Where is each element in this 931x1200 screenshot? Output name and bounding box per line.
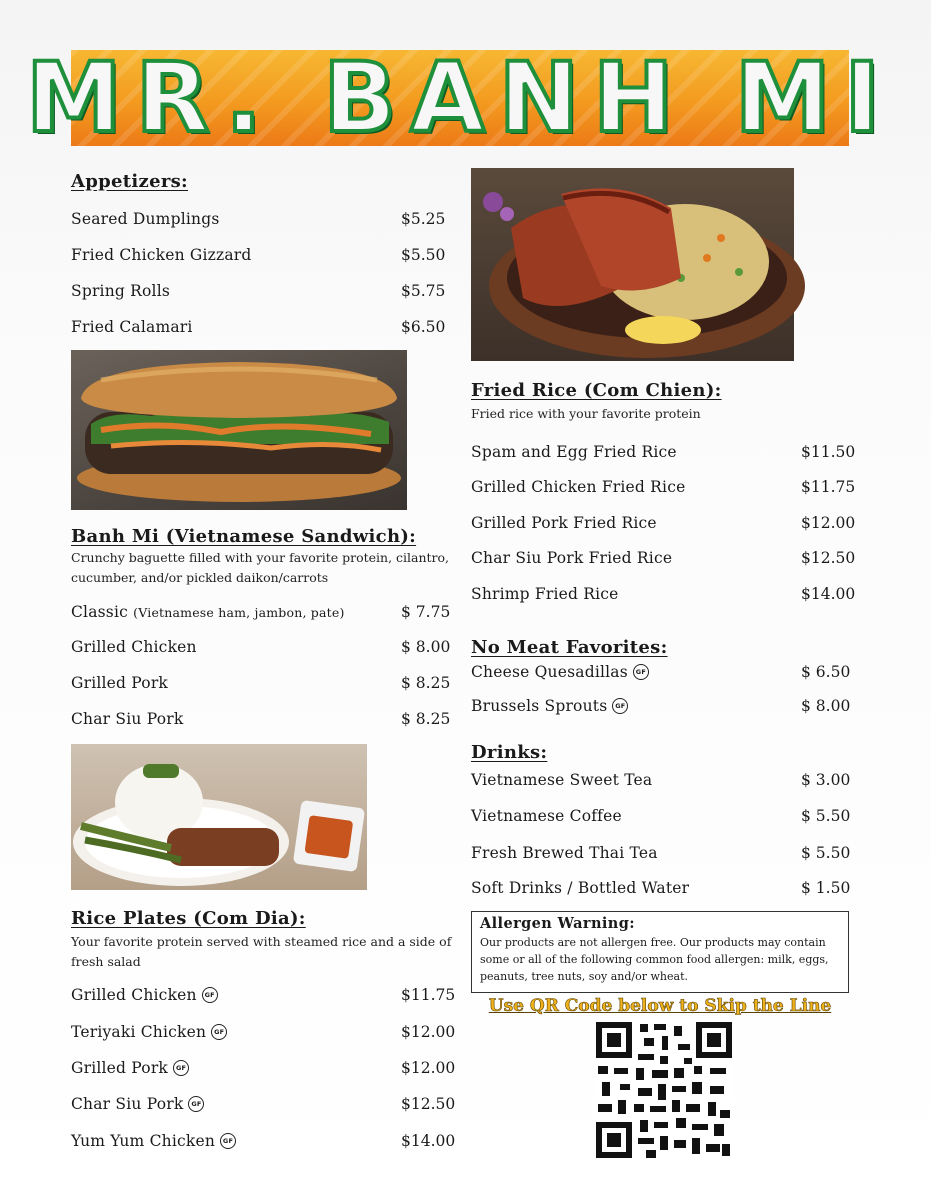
menu-item-name (71, 1095, 204, 1113)
menu-item-name (71, 1023, 227, 1041)
allergen-warning-text: Our products are not allergen free. Our products may contain some or all of the following common food allergen: milk, eggs, peanuts, tree nuts, soy and/or wheat. (480, 936, 829, 983)
menu-item-name: Spam and Egg Fried Rice (471, 443, 677, 461)
menu-item-label: Yum Yum Chicken (71, 1132, 216, 1150)
rice-plate-photo (71, 744, 367, 890)
fried-rice-description: Fried rice with your favorite protein (471, 406, 701, 421)
menu-item-price: $ 8.25 (401, 674, 451, 692)
menu-item-name: Grilled Pork Fried Rice (471, 514, 657, 532)
qr-code-icon (594, 1020, 734, 1160)
menu-item-name: Vietnamese Sweet Tea (471, 771, 653, 789)
rice-plates-description: Your favorite protein served with steamed rice and a side of fresh salad (71, 934, 452, 969)
qr-call-to-action: Use QR Code below to Skip the Line (488, 996, 832, 1016)
menu-item-name (71, 603, 345, 621)
menu-item-name (471, 697, 628, 715)
menu-item-price: $14.00 (801, 585, 856, 603)
menu-item-price: $12.50 (801, 549, 856, 567)
banh-mi-heading: Banh Mi (Vietnamese Sandwich): (71, 526, 417, 547)
restaurant-logo-title: MR. BANH MI (26, 42, 894, 154)
menu-item-price: $ 8.00 (401, 638, 451, 656)
menu-item-label: Char Siu Pork (71, 1095, 184, 1113)
gluten-free-icon: GF (220, 1133, 236, 1149)
menu-item-price: $ 3.00 (801, 771, 851, 789)
allergen-warning-box (471, 911, 849, 993)
menu-item-price: $6.50 (401, 318, 446, 336)
menu-item-name: Grilled Pork (71, 674, 169, 692)
qr-code[interactable] (594, 1020, 734, 1160)
menu-item-price: $12.00 (401, 1023, 456, 1041)
menu-item-label: Grilled Pork (71, 1059, 169, 1077)
menu-item-name: Fresh Brewed Thai Tea (471, 844, 658, 862)
fried-rice-heading: Fried Rice (Com Chien): (471, 380, 722, 401)
gluten-free-icon: GF (188, 1096, 204, 1112)
menu-item-price: $11.75 (401, 986, 456, 1004)
no-meat-heading: No Meat Favorites: (471, 637, 668, 658)
banh-mi-illustration (71, 350, 407, 510)
menu-item-price: $14.00 (401, 1132, 456, 1150)
menu-item-price: $11.50 (801, 443, 856, 461)
menu-item-price: $ 6.50 (801, 663, 851, 681)
menu-item-name: Seared Dumplings (71, 210, 220, 228)
gluten-free-icon: GF (612, 698, 628, 714)
menu-item-price: $ 1.50 (801, 879, 851, 897)
appetizers-heading: Appetizers: (71, 171, 188, 192)
menu-item-name: Char Siu Pork (71, 710, 184, 728)
menu-item-price: $ 8.25 (401, 710, 451, 728)
menu-item-label: Classic (71, 603, 129, 621)
gluten-free-icon: GF (202, 987, 218, 1003)
menu-item-name (71, 1059, 189, 1077)
menu-item-price: $12.00 (801, 514, 856, 532)
menu-item-price: $5.75 (401, 282, 446, 300)
menu-item-label: Grilled Chicken (71, 986, 197, 1004)
menu-item-price: $ 7.75 (401, 603, 451, 621)
menu-item-name: Shrimp Fried Rice (471, 585, 619, 603)
menu-item-name: Char Siu Pork Fried Rice (471, 549, 673, 567)
menu-item-name: Soft Drinks / Bottled Water (471, 879, 690, 897)
menu-item-price: $11.75 (801, 478, 856, 496)
menu-item-name: Vietnamese Coffee (471, 807, 622, 825)
allergen-warning-title: Allergen Warning: (480, 915, 636, 932)
menu-item-name: Fried Chicken Gizzard (71, 246, 252, 264)
gluten-free-icon: GF (173, 1060, 189, 1076)
fried-rice-photo (471, 168, 794, 361)
menu-item-name: Fried Calamari (71, 318, 193, 336)
drinks-heading: Drinks: (471, 742, 548, 763)
menu-item-label: Brussels Sprouts (471, 697, 608, 715)
menu-item-name (471, 663, 649, 681)
menu-item-name (71, 986, 218, 1004)
menu-item-price: $5.50 (401, 246, 446, 264)
fried-rice-illustration (471, 168, 794, 361)
menu-item-price: $5.25 (401, 210, 446, 228)
menu-item-price: $12.50 (401, 1095, 456, 1113)
menu-item-price: $ 5.50 (801, 844, 851, 862)
rice-plate-illustration (71, 744, 367, 890)
menu-item-note: (Vietnamese ham, jambon, pate) (133, 605, 345, 620)
menu-item-name: Grilled Chicken Fried Rice (471, 478, 686, 496)
menu-item-label: Cheese Quesadillas (471, 663, 628, 681)
menu-item-label: Teriyaki Chicken (71, 1023, 207, 1041)
menu-item-price: $ 5.50 (801, 807, 851, 825)
menu-item-name: Spring Rolls (71, 282, 171, 300)
banner (26, 42, 894, 154)
banh-mi-description: Crunchy baguette filled with your favorite protein, cilantro, cucumber, and/or pickled daikon/carrots (71, 550, 450, 585)
gluten-free-icon: GF (633, 664, 649, 680)
menu-item-name: Grilled Chicken (71, 638, 197, 656)
banh-mi-photo (71, 350, 407, 510)
menu-item-price: $ 8.00 (801, 697, 851, 715)
menu-item-price: $12.00 (401, 1059, 456, 1077)
rice-plates-heading: Rice Plates (Com Dia): (71, 908, 306, 929)
gluten-free-icon: GF (211, 1024, 227, 1040)
menu-item-name (71, 1132, 236, 1150)
